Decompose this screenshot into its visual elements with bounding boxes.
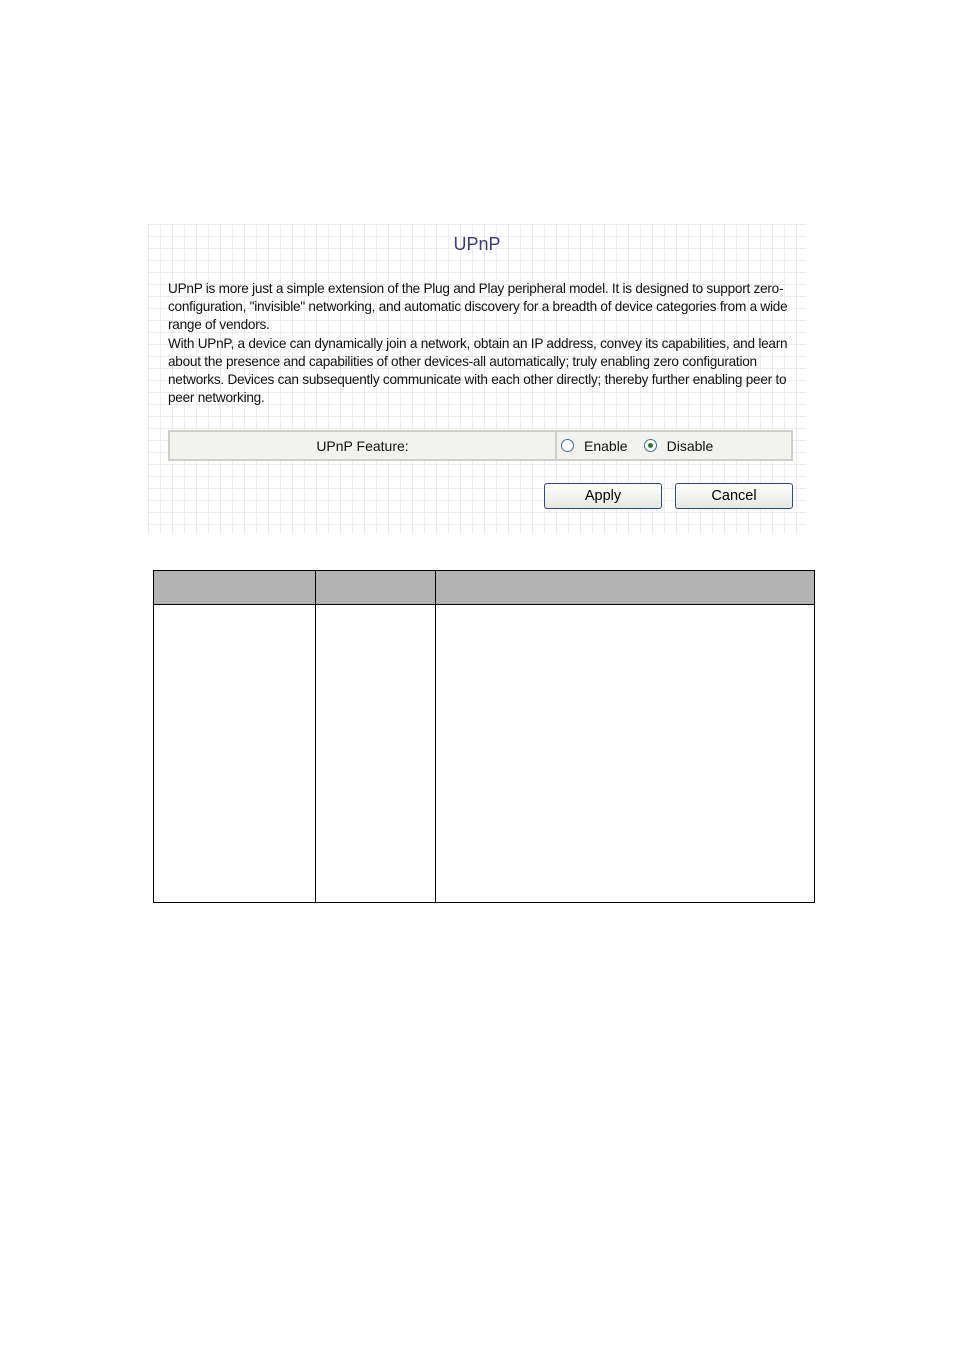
table-row (154, 605, 815, 903)
upnp-panel (148, 224, 806, 534)
panel-title: UPnP (453, 234, 501, 254)
disable-radio-icon[interactable] (644, 439, 657, 452)
description-paragraph: With UPnP, a device can dynamically join a network, obtain an IP address, convey its capabilities, and learn about the presence and capabilities of other devices-all automatically; truly enabling zero configuration networks. Devices can subsequently communicate with each other directly; thereby further enabling peer to peer networking. (168, 335, 788, 406)
upnp-feature-label: UPnP Feature: (170, 432, 557, 459)
panel-description (168, 280, 790, 407)
table-header-cell (435, 571, 814, 605)
disable-option[interactable] (644, 438, 714, 454)
table-cell (154, 605, 316, 903)
upnp-feature-options (557, 432, 791, 459)
enable-label: Enable (584, 437, 628, 454)
enable-option[interactable] (561, 438, 628, 454)
apply-button[interactable]: Apply (544, 483, 662, 509)
upnp-feature-row (168, 430, 793, 461)
disable-label: Disable (666, 437, 714, 454)
table-cell (435, 605, 814, 903)
table-header-cell (315, 571, 435, 605)
table-header-cell (154, 571, 316, 605)
table-header-row (154, 571, 815, 605)
enable-radio-icon[interactable] (561, 439, 574, 452)
table-cell (315, 605, 435, 903)
parameter-table (153, 570, 815, 903)
cancel-button[interactable]: Cancel (675, 483, 793, 509)
description-paragraph: UPnP is more just a simple extension of the Plug and Play peripheral model. It is designed to support zero-configuration, "invisible" networking, and automatic discovery for a breadth of device categories from a wide range of vendors. (168, 281, 788, 333)
